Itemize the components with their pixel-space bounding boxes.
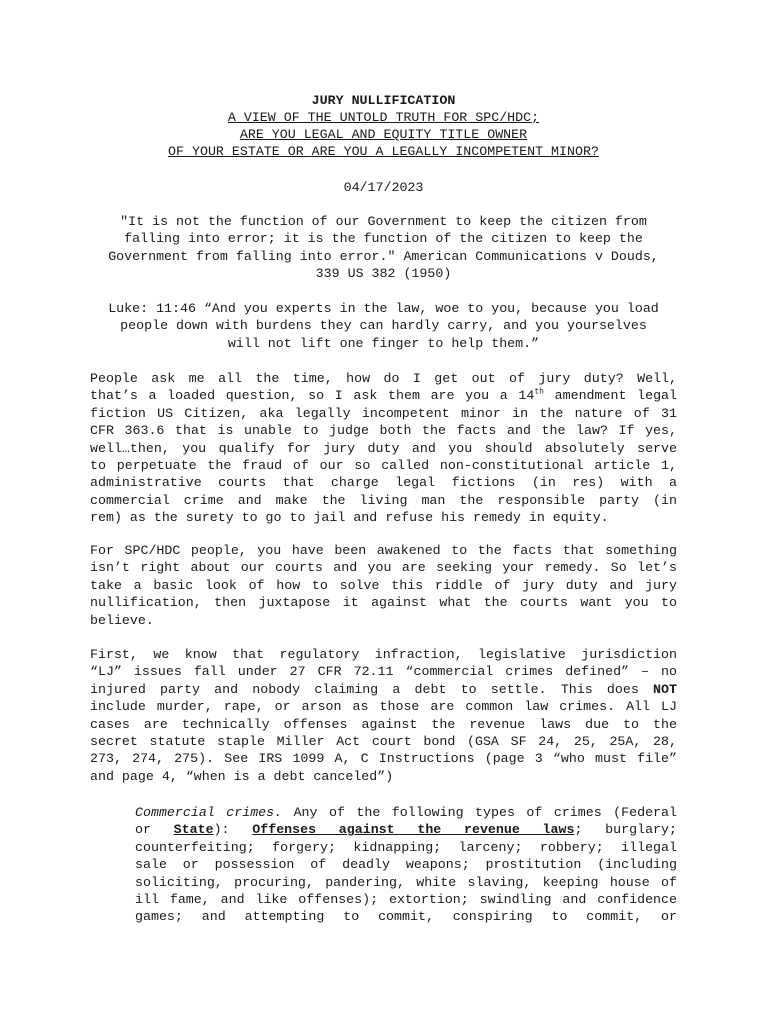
para-line: secret statute staple Miller Act court bond (GSA SF 24, 25, 25A, 28, — [90, 734, 677, 750]
para-line: First, we know that regulatory infraction, legislative jurisdiction — [90, 647, 677, 662]
subtitle-line-2: ARE YOU LEGAL AND EQUITY TITLE OWNER — [239, 127, 528, 142]
def-line: or State): Offenses against the revenue laws; burglary; — [135, 822, 677, 838]
para-line: For SPC/HDC people, you have been awakened to the facts that something — [90, 543, 677, 558]
luke-quote — [90, 300, 677, 352]
quote-line: will not lift one finger to help them.” — [227, 335, 540, 351]
douds-quote — [90, 213, 677, 283]
para-line: believe. — [90, 612, 154, 628]
quote-line: falling into error; it is the function of the citizen to keep the — [124, 231, 643, 247]
para-line: fiction US Citizen, aka legally incompetent minor in the nature of 31 — [90, 405, 677, 421]
def-line: sale or possession of deadly weapons; prostitution (including — [135, 857, 677, 873]
para-line: People ask me all the time, how do I get out of jury duty? Well, — [90, 371, 677, 386]
def-line: ill fame, and like offenses); extortion; swindling and confidence — [135, 892, 677, 908]
state-term: State — [173, 822, 214, 838]
commercial-crimes-definition — [135, 804, 677, 926]
def-line: Commercial crimes. Any of the following types of crimes (Federal — [135, 805, 677, 820]
para-line: administrative courts that charge legal fictions (in res) with a — [90, 475, 677, 491]
para-line: that’s a loaded question, so I ask them are you a 14th amendment legal — [90, 387, 678, 404]
para-line: 273, 274, 275). See IRS 1099 A, C Instructions (page 3 “who must file” — [90, 751, 677, 767]
def-line: games; and attempting to commit, conspiring to commit, or — [135, 909, 677, 925]
para-line: well…then, you qualify for jury duty and you should absolutely serve — [90, 440, 677, 456]
para-line: to perpetuate the fraud of our so called non-constitutional article 1, — [90, 458, 677, 474]
subtitle-line-3: OF YOUR ESTATE OR ARE YOU A LEGALLY INCOMPETENT MINOR? — [168, 144, 599, 159]
definition-term: Commercial crimes. — [135, 805, 283, 820]
paragraph-commercial-crimes — [90, 646, 677, 785]
def-line: soliciting, procuring, pandering, white slaving, keeping house of — [135, 874, 677, 890]
quote-line: Luke: 11:46 “And you experts in the law, woe to you, because you load — [108, 301, 659, 316]
def-line: counterfeiting; forgery; kidnapping; larceny; robbery; illegal — [135, 839, 677, 855]
para-line: CFR 363.6 that is unable to judge both the facts and the law? If yes, — [90, 423, 677, 439]
para-line: rem) as the surety to go to jail and refuse his remedy in equity. — [90, 510, 609, 526]
bold-not: NOT — [653, 681, 677, 697]
revenue-laws-term: Offenses against the revenue laws — [252, 822, 575, 838]
superscript-th: th — [534, 387, 544, 397]
para-line: take a basic look of how to solve this riddle of jury duty and jury — [90, 577, 677, 593]
quote-line: Government from falling into error." American Communications v Douds, — [108, 248, 659, 264]
para-line: include murder, rape, or arson as those are common law crimes. All LJ — [90, 699, 677, 715]
para-line: commercial crime and make the living man the responsible party (in — [90, 492, 677, 508]
paragraph-jury-duty — [90, 370, 677, 527]
subtitle-line-1: A VIEW OF THE UNTOLD TRUTH FOR SPC/HDC; — [227, 110, 540, 125]
para-line: injured party and nobody claiming a debt to settle. This does NOT — [90, 681, 677, 697]
para-line: cases are technically offenses against the revenue laws due to the — [90, 716, 677, 732]
quote-line: 339 US 382 (1950) — [315, 266, 452, 282]
paragraph-spc-hdc — [90, 542, 677, 629]
quote-line: people down with burdens they can hardly carry, and you yourselves — [120, 318, 647, 334]
document-title: JURY NULLIFICATION — [311, 93, 456, 108]
quote-line: "It is not the function of our Government to keep the citizen from — [120, 214, 647, 229]
para-line: and page 4, “when is a debt canceled”) — [90, 768, 394, 784]
para-line: nullification, then juxtapose it against what the courts want you to — [90, 595, 677, 611]
para-line: isn’t right about our courts and you are seeking your remedy. So let’s — [90, 560, 677, 576]
document-date: 04/17/2023 — [343, 180, 424, 195]
para-line: “LJ” issues fall under 27 CFR 72.11 “commercial crimes defined” – no — [90, 664, 677, 680]
